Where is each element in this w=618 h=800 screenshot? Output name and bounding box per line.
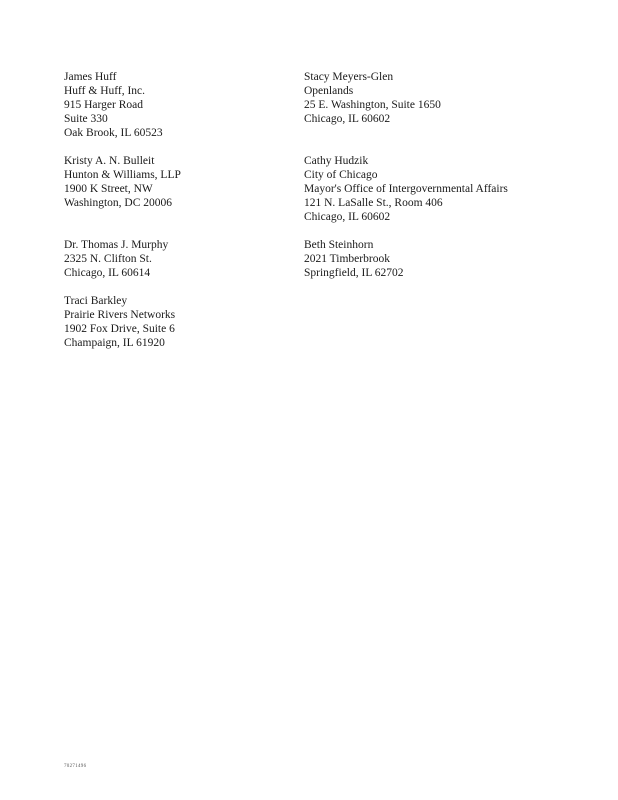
address-line: 1902 Fox Drive, Suite 6 (64, 323, 175, 335)
address-line: Chicago, IL 60602 (304, 113, 391, 125)
address-block-cathy-hudzik (304, 154, 508, 224)
address-block-kristy-bulleit (64, 154, 181, 210)
address-line: Hunton & Williams, LLP (64, 169, 181, 181)
address-line: Huff & Huff, Inc. (64, 85, 146, 97)
address-block-stacy-meyers-glen (304, 70, 441, 126)
address-name: Traci Barkley (64, 295, 128, 307)
address-block-beth-steinhorn (304, 238, 404, 280)
address-name: Stacy Meyers-Glen (304, 71, 394, 83)
address-block-james-huff (64, 70, 163, 140)
address-line: 2325 N. Clifton St. (64, 253, 152, 265)
address-name: Cathy Hudzik (304, 155, 369, 167)
address-line: Openlands (304, 85, 354, 97)
address-line: 915 Harger Road (64, 99, 143, 111)
address-line: Prairie Rivers Networks (64, 309, 176, 321)
document-footer-id: 70271496 (64, 764, 87, 769)
address-name: James Huff (64, 71, 117, 83)
address-line: 1900 K Street, NW (64, 183, 153, 195)
address-line: Chicago, IL 60614 (64, 267, 151, 279)
address-line: Chicago, IL 60602 (304, 211, 391, 223)
address-line: City of Chicago (304, 169, 378, 181)
address-line: 121 N. LaSalle St., Room 406 (304, 197, 443, 209)
address-line: Oak Brook, IL 60523 (64, 127, 163, 139)
address-name: Kristy A. N. Bulleit (64, 155, 155, 167)
address-block-traci-barkley (64, 294, 175, 350)
address-line: 25 E. Washington, Suite 1650 (304, 99, 441, 111)
address-line: Suite 330 (64, 113, 108, 125)
address-block-thomas-murphy (64, 238, 168, 280)
address-line: Washington, DC 20006 (64, 197, 173, 209)
address-line: Champaign, IL 61920 (64, 337, 165, 349)
address-line: Mayor's Office of Intergovernmental Affairs (304, 183, 508, 195)
address-line: 2021 Timberbrook (304, 253, 390, 265)
address-name: Beth Steinhorn (304, 239, 374, 251)
address-name: Dr. Thomas J. Murphy (64, 239, 169, 251)
address-line: Springfield, IL 62702 (304, 267, 404, 279)
